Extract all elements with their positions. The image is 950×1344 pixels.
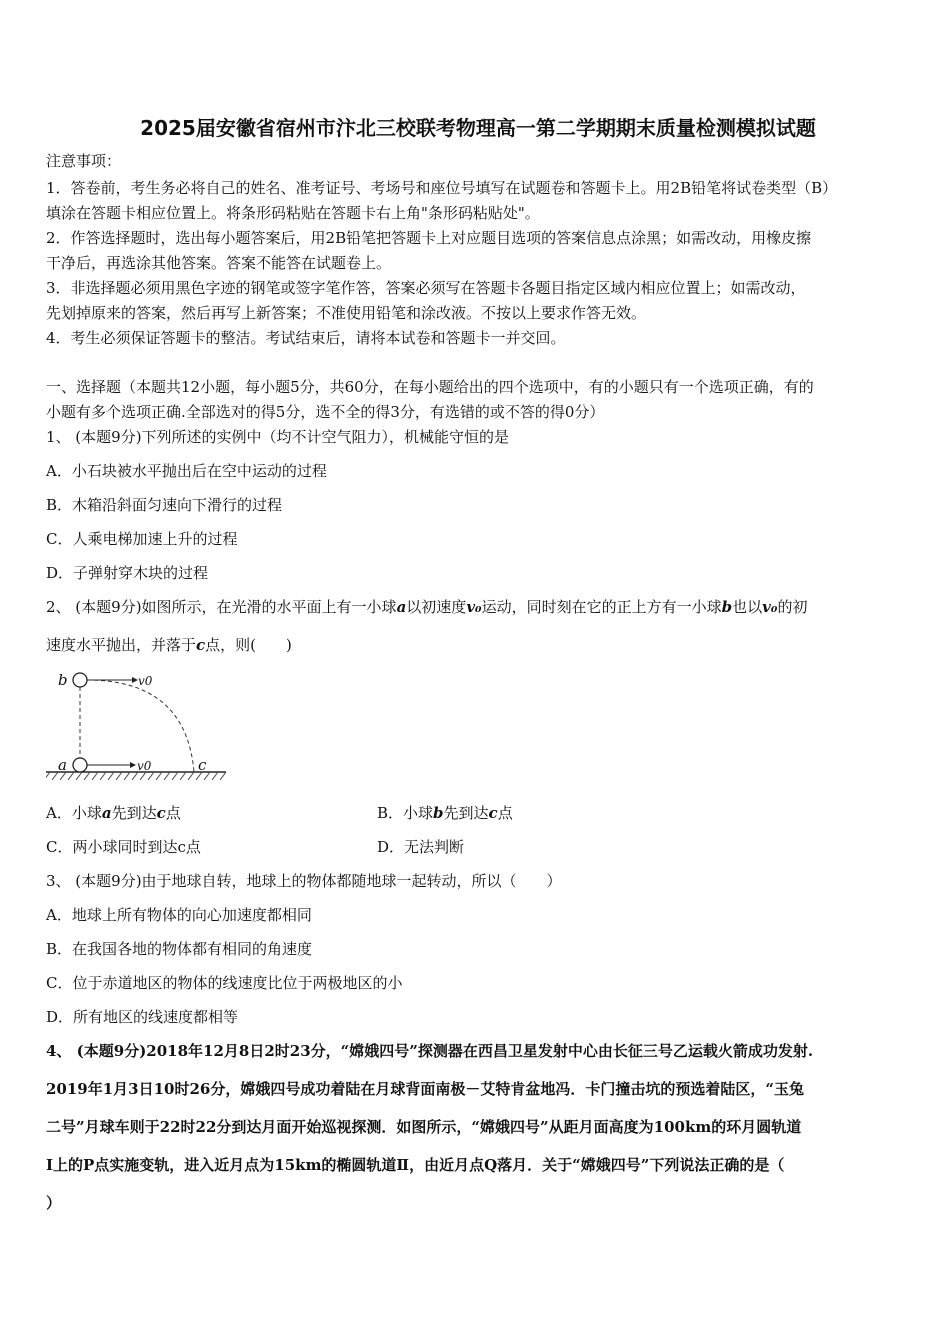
notice-line: 3．非选择题必须用黑色字迹的钢笔或签字笔作答，答案必须写在答题卡各题目指定区域内相应位置上；如需改动， (46, 279, 806, 297)
q2-stem-text: 点，则( ) (205, 636, 292, 654)
q2-option-d: D．无法判断 (377, 838, 465, 856)
q2-point-c: c (196, 636, 206, 654)
q2-option-var: b (433, 804, 444, 822)
section-header: 一、选择题（本题共12小题，每小题5分，共60分，在每小题给出的四个选项中，有的小题只有一个选项正确，有的 (46, 378, 814, 396)
notice-line: 先划掉原来的答案，然后再写上新答案；不准使用铅笔和涂改液。不按以上要求作答无效。 (46, 304, 647, 322)
notice-line: 填涂在答题卡相应位置上。将条形码粘贴在答题卡右上角"条形码粘贴处"。 (46, 204, 540, 222)
q2-option-text: B．小球 (377, 804, 434, 822)
question-4-stem: 4、 (本题9分)2018年12月8日2时23分，“嫦娥四号”探测器在西昌卫星发射中心由长征三号乙运载火箭成功发射. (46, 1042, 814, 1060)
question-4-stem: ） (46, 1194, 62, 1212)
q2-stem-text: 运动，同时刻在它的正上方有一小球 (481, 598, 722, 616)
q2-option-a (46, 804, 181, 822)
page-title: 2025届安徽省宿州市汴北三校联考物理高一第二学期期末质量检测模拟试题 (140, 116, 816, 140)
q1-option-c: C．人乘电梯加速上升的过程 (46, 530, 238, 548)
label-v0-bottom: v0 (137, 759, 152, 773)
arrowhead-bottom (130, 762, 136, 768)
q3-option-b: B．在我国各地的物体都有相同的角速度 (46, 940, 313, 958)
projectile-diagram (46, 664, 236, 794)
q2-stem-text: 也以 (732, 598, 763, 616)
question-4-stem: Ⅰ上的P点实施变轨，进入近月点为15km的椭圆轨道Ⅱ，由近月点Q落月．关于“嫦娥四号”下列说法正确的是（ (46, 1156, 785, 1174)
q2-v0: v₀ (762, 598, 778, 616)
q2-ball-b: b (721, 598, 733, 616)
q1-option-a: A．小石块被水平抛出后在空中运动的过程 (46, 462, 327, 480)
question-4-stem: 2019年1月3日10时26分，嫦娥四号成功着陆在月球背面南极－艾特肯盆地冯．卡门撞击坑的预选着陆区，“玉兔 (46, 1080, 805, 1098)
notice-line: 1．答卷前，考生务必将自己的姓名、准考证号、考场号和座位号填写在试题卷和答题卡上。用2B铅笔将试卷类型（B） (46, 179, 838, 197)
q2-stem-text: 以初速度 (406, 598, 467, 616)
q2-option-text: 点 (497, 804, 513, 822)
question-4-stem: 二号”月球车则于22时22分到达月面开始巡视探测．如图所示，“嫦娥四号”从距月面高度为100km的环月圆轨道 (46, 1118, 802, 1136)
label-a: a (58, 756, 67, 774)
ball-b (73, 673, 87, 687)
q2-option-var: a (101, 804, 112, 822)
q2-option-b (377, 804, 513, 822)
notice-heading: 注意事项： (46, 152, 122, 170)
ball-a (73, 758, 87, 772)
q1-option-b: B．木箱沿斜面匀速向下滑行的过程 (46, 496, 283, 514)
q2-option-var: c (156, 804, 166, 822)
q3-option-c: C．位于赤道地区的物体的线速度比位于两极地区的小 (46, 974, 403, 992)
notice-line: 4．考生必须保证答题卡的整洁。考试结束后，请将本试卷和答题卡一并交回。 (46, 329, 566, 347)
notice-line: 干净后，再选涂其他答案。答案不能答在试题卷上。 (46, 254, 392, 272)
label-b: b (58, 671, 68, 689)
q2-option-text: A．小球 (46, 804, 102, 822)
q2-option-var: c (488, 804, 498, 822)
q2-stem-text: 2、 (本题9分)如图所示，在光滑的水平面上有一小球 (46, 598, 397, 616)
q2-option-text: 点 (165, 804, 181, 822)
q3-option-a: A．地球上所有物体的向心加速度都相同 (46, 906, 312, 924)
q2-ball-a: a (396, 598, 407, 616)
q2-v0: v₀ (466, 598, 482, 616)
question-2-stem-cont (46, 636, 292, 654)
q2-stem-text: 的初 (777, 598, 808, 616)
q1-option-d: D．子弹射穿木块的过程 (46, 564, 209, 582)
label-v0-top: v0 (138, 674, 153, 688)
q2-option-text: 先到达 (111, 804, 157, 822)
q2-option-c: C．两小球同时到达c点 (46, 838, 201, 856)
section-header: 小题有多个选项正确.全部选对的得5分，选不全的得3分，有选错的或不答的得0分） (46, 403, 605, 421)
label-c: c (198, 756, 207, 774)
question-1-stem: 1、 (本题9分)下列所述的实例中（均不计空气阻力），机械能守恒的是 (46, 428, 510, 446)
q3-option-d: D．所有地区的线速度都相等 (46, 1008, 239, 1026)
notice-line: 2．作答选择题时，选出每小题答案后，用2B铅笔把答题卡上对应题目选项的答案信息点涂黑；如需改动，用橡皮擦 (46, 229, 812, 247)
q2-option-text: 先到达 (443, 804, 489, 822)
question-3-stem: 3、 (本题9分)由于地球自转，地球上的物体都随地球一起转动，所以（ ） (46, 872, 562, 890)
question-2-stem (46, 598, 807, 616)
q2-stem-text: 速度水平抛出，并落于 (46, 636, 197, 654)
